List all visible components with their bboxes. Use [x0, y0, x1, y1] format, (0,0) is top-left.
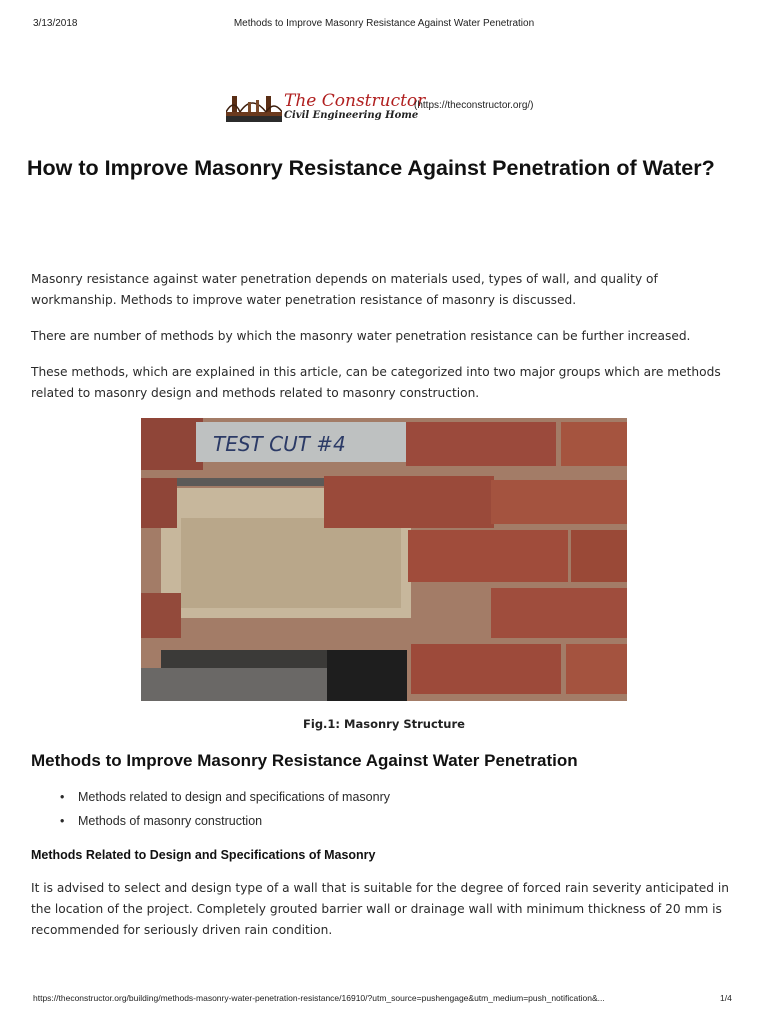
masonry-photo-graphic	[141, 418, 627, 701]
list-item: • Methods related to design and specifications of masonry	[60, 787, 390, 811]
logo-name: The Constructor	[284, 91, 426, 111]
bridge-logo-icon	[226, 90, 282, 124]
methods-list	[60, 787, 390, 835]
print-date: 3/13/2018	[33, 18, 78, 29]
subsection-heading: Methods Related to Design and Specifications of Masonry	[31, 848, 376, 862]
design-paragraph: It is advised to select and design type of a wall that is suitable for the degree of forced rain severity anticipated in the location of the project. Completely grouted barrier wall or drainage wall with minimum thickness of 20 mm is recommended for seriously driven rain condition.	[31, 881, 729, 937]
print-header-title: Methods to Improve Masonry Resistance Against Water Penetration	[233, 18, 535, 29]
footer-url: https://theconstructor.org/building/methods-masonry-water-penetration-resistance/16910/?utm_source=pushengage&utm_medium=push_notification&...	[33, 993, 605, 1003]
logo-tagline: Civil Engineering Home	[284, 110, 419, 121]
categories-paragraph: These methods, which are explained in this article, can be categorized into two major groups which are methods related to masonry design and methods related to masonry construction.	[31, 365, 721, 400]
article-title: How to Improve Masonry Resistance Against Penetration of Water?	[27, 156, 715, 180]
section-heading: Methods to Improve Masonry Resistance Against Water Penetration	[31, 751, 578, 770]
masonry-photo	[141, 418, 627, 701]
site-logo[interactable]	[226, 90, 425, 124]
page-number: 1/4	[720, 993, 732, 1003]
list-item: • Methods of masonry construction	[60, 811, 390, 835]
tape-label-text: TEST CUT #4	[213, 432, 346, 456]
methods-paragraph: There are number of methods by which the masonry water penetration resistance can be further increased.	[31, 329, 691, 343]
intro-paragraph: Masonry resistance against water penetration depends on materials used, types of wall, and quality of workmanship. Methods to improve water penetration resistance of masonry is discussed.	[31, 272, 658, 307]
figure-caption: Fig.1: Masonry Structure	[303, 717, 465, 731]
logo-url-link[interactable]: (https://theconstructor.org/)	[414, 100, 534, 111]
